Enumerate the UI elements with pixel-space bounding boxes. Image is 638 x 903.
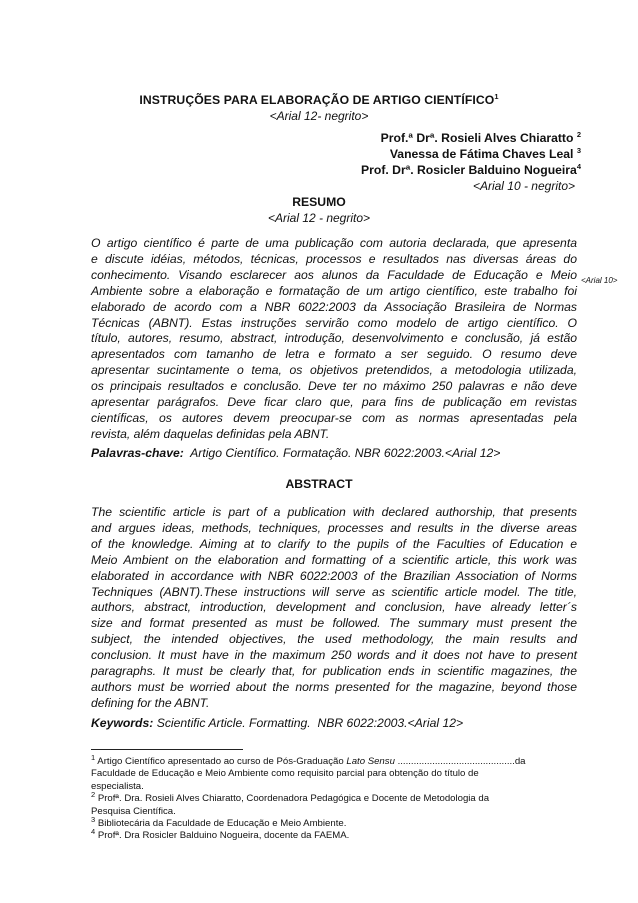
footnote-3 bbox=[91, 814, 577, 830]
resumo-line: Ambiente sobre a elaboração e formatação de um artigo científico, este trabalho foi bbox=[91, 283, 577, 298]
footnote-4-text: Profª. Dra Rosicler Balduino Nogueira, docente da FAEMA. bbox=[95, 830, 350, 842]
resumo-line: Técnicas (ABNT). Estas instruções servirão como modelo de artigo científico. O bbox=[91, 315, 577, 330]
abstract-line: subject, the intended objectives, the used methodology, the main results and bbox=[91, 632, 577, 647]
abstract-line: elaborated in accordance with NBR 6022:2003 of the Brazilian Association of Norms bbox=[91, 568, 577, 583]
document-title bbox=[0, 93, 638, 107]
footnotes bbox=[91, 752, 577, 843]
footnote-1-dots: ............................................da bbox=[394, 756, 526, 767]
abstract-line: The scientific article is part of a publication with declared authorship, that presents bbox=[91, 505, 577, 519]
keywords-text: Scientific Article. Formatting. NBR 6022:2003.<Arial 12> bbox=[153, 716, 464, 730]
footnote-3-marker: 3 bbox=[91, 814, 96, 824]
resumo-line: título, autores, resumo, abstract, introdução, desenvolvimento e conclusão, já estão bbox=[91, 331, 577, 346]
abstract-paragraph bbox=[91, 505, 577, 712]
footnote-2-marker: 2 bbox=[91, 790, 96, 800]
abstract-line: and argues ideas, methods, techniques, processes and results in the diverse areas bbox=[91, 520, 577, 535]
footnote-1-italic: Lato Sensu bbox=[346, 756, 395, 767]
resumo-line: apresentar parágrafos. Deve ficar claro que, para fins de publicação em revistas bbox=[91, 395, 577, 410]
title-format-note: <Arial 12- negrito> bbox=[269, 109, 369, 123]
author-name-1: Prof.ª Drª. Rosieli Alves Chiaratto bbox=[380, 131, 577, 145]
footnote-2-cont: Pesquisa Científica. bbox=[91, 805, 176, 817]
resumo-line: conhecimento. Visando esclarecer aos alunos da Faculdade de Educação e Meio bbox=[91, 267, 577, 282]
palavras-chave-label: Palavras-chave: bbox=[91, 446, 184, 460]
resumo-line: apresentados com tamanho de letra e formato a ser seguido. O resumo deve bbox=[91, 347, 577, 362]
title-text: INSTRUÇÕES PARA ELABORAÇÃO DE ARTIGO CIENTÍFICO bbox=[139, 93, 495, 107]
author-footnote-ref-1: 2 bbox=[576, 129, 581, 139]
resumo-heading: RESUMO bbox=[292, 195, 346, 209]
resumo-paragraph bbox=[91, 236, 577, 443]
resumo-format-note: <Arial 12 - negrito> bbox=[267, 211, 371, 225]
footnote-2-text: Profª. Dra. Rosieli Alves Chiaratto, Coordenadora Pedagógica e Docente de Metodologia da bbox=[95, 793, 490, 805]
title-footnote-ref: 1 bbox=[494, 91, 499, 101]
authors-format-note: <Arial 10 - negrito> bbox=[472, 179, 575, 193]
footnote-1-cont: Faculdade de Educação e Meio Ambiente como requisito parcial para obtenção do título de bbox=[91, 768, 479, 780]
author-footnote-ref-3: 4 bbox=[576, 161, 581, 171]
resumo-line: e discute idéias, métodos, técnicas, processos e resultados nas diversas áreas do bbox=[91, 251, 577, 266]
palavras-chave-text: Artigo Científico. Formatação. NBR 6022:2003.<Arial 12> bbox=[183, 446, 501, 460]
author-name-2: Vanessa de Fátima Chaves Leal bbox=[389, 147, 577, 161]
footnote-4 bbox=[91, 827, 577, 842]
resumo-line: apresentar sucintamente o tema, os objetivos pretendidos, a metodologia utilizada, bbox=[91, 363, 577, 378]
abstract-line: defining for the ABNT. bbox=[91, 695, 210, 710]
footnote-3-text: Bibliotecária da Faculdade de Educação e Meio Ambiente. bbox=[95, 818, 347, 830]
abstract-line: Meio Ambient on the elaboration and formatting of a scientific article, this work was bbox=[91, 552, 577, 567]
abstract-line: paragraphs. It must be clearly that, for publication ends in scientific magazines, the bbox=[91, 664, 577, 679]
author-line-2 bbox=[390, 147, 581, 161]
resumo-line: O artigo científico é parte de uma publicação com autoria declarada, que apresenta bbox=[91, 236, 577, 250]
palavras-chave-line bbox=[91, 446, 500, 460]
abstract-heading: ABSTRACT bbox=[285, 477, 353, 491]
footnote-1-text: Artigo Científico apresentado ao curso de Pós-Graduação bbox=[95, 756, 347, 767]
author-footnote-ref-2: 3 bbox=[576, 145, 581, 155]
resumo-line: científicas, os autores devem preocupar-se com as normas apresentadas pela bbox=[91, 410, 577, 425]
author-line-1 bbox=[381, 131, 581, 145]
abstract-line: size and format presented as must be followed. The summary must present the bbox=[91, 616, 577, 631]
abstract-line: conclusion. It must have in the maximum 250 words and it does not have to present bbox=[91, 648, 577, 663]
footnote-2 bbox=[91, 790, 577, 805]
footnote-1 bbox=[91, 752, 577, 768]
resumo-line: revista, além daquelas definidas pela ABNT. bbox=[91, 426, 330, 441]
keywords-line bbox=[91, 716, 463, 730]
resumo-line: elaborado de acordo com a NBR 6022:2003 da Associação Brasileira de Normas bbox=[91, 299, 577, 314]
abstract-line: authors must be worried about the norms presented for the magazine, beyond those bbox=[91, 679, 577, 694]
author-name-3: Prof. Drª. Rosicler Balduino Nogueira bbox=[361, 163, 577, 177]
resumo-line: os principais resultados e conclusão. Deve ter no máximo 250 palavras e não deve bbox=[91, 379, 577, 394]
footnote-1-marker: 1 bbox=[91, 752, 96, 762]
abstract-line: Techniques (ABNT).These instructions will serve as scientific article model. The title, bbox=[91, 584, 577, 599]
footnote-divider bbox=[91, 749, 243, 750]
footnote-4-marker: 4 bbox=[91, 827, 96, 837]
abstract-line: authors, abstract, introduction, development and conclusion, have already letter´s bbox=[91, 600, 577, 615]
author-line-3 bbox=[361, 163, 581, 177]
side-format-note: <Arial 10> bbox=[581, 276, 618, 285]
keywords-label: Keywords: bbox=[91, 716, 154, 730]
footnote-1-cont: especialista. bbox=[91, 780, 144, 792]
abstract-line: of the knowledge. Aiming at to clarify to the pupils of the Faculties of Education e bbox=[91, 536, 577, 551]
